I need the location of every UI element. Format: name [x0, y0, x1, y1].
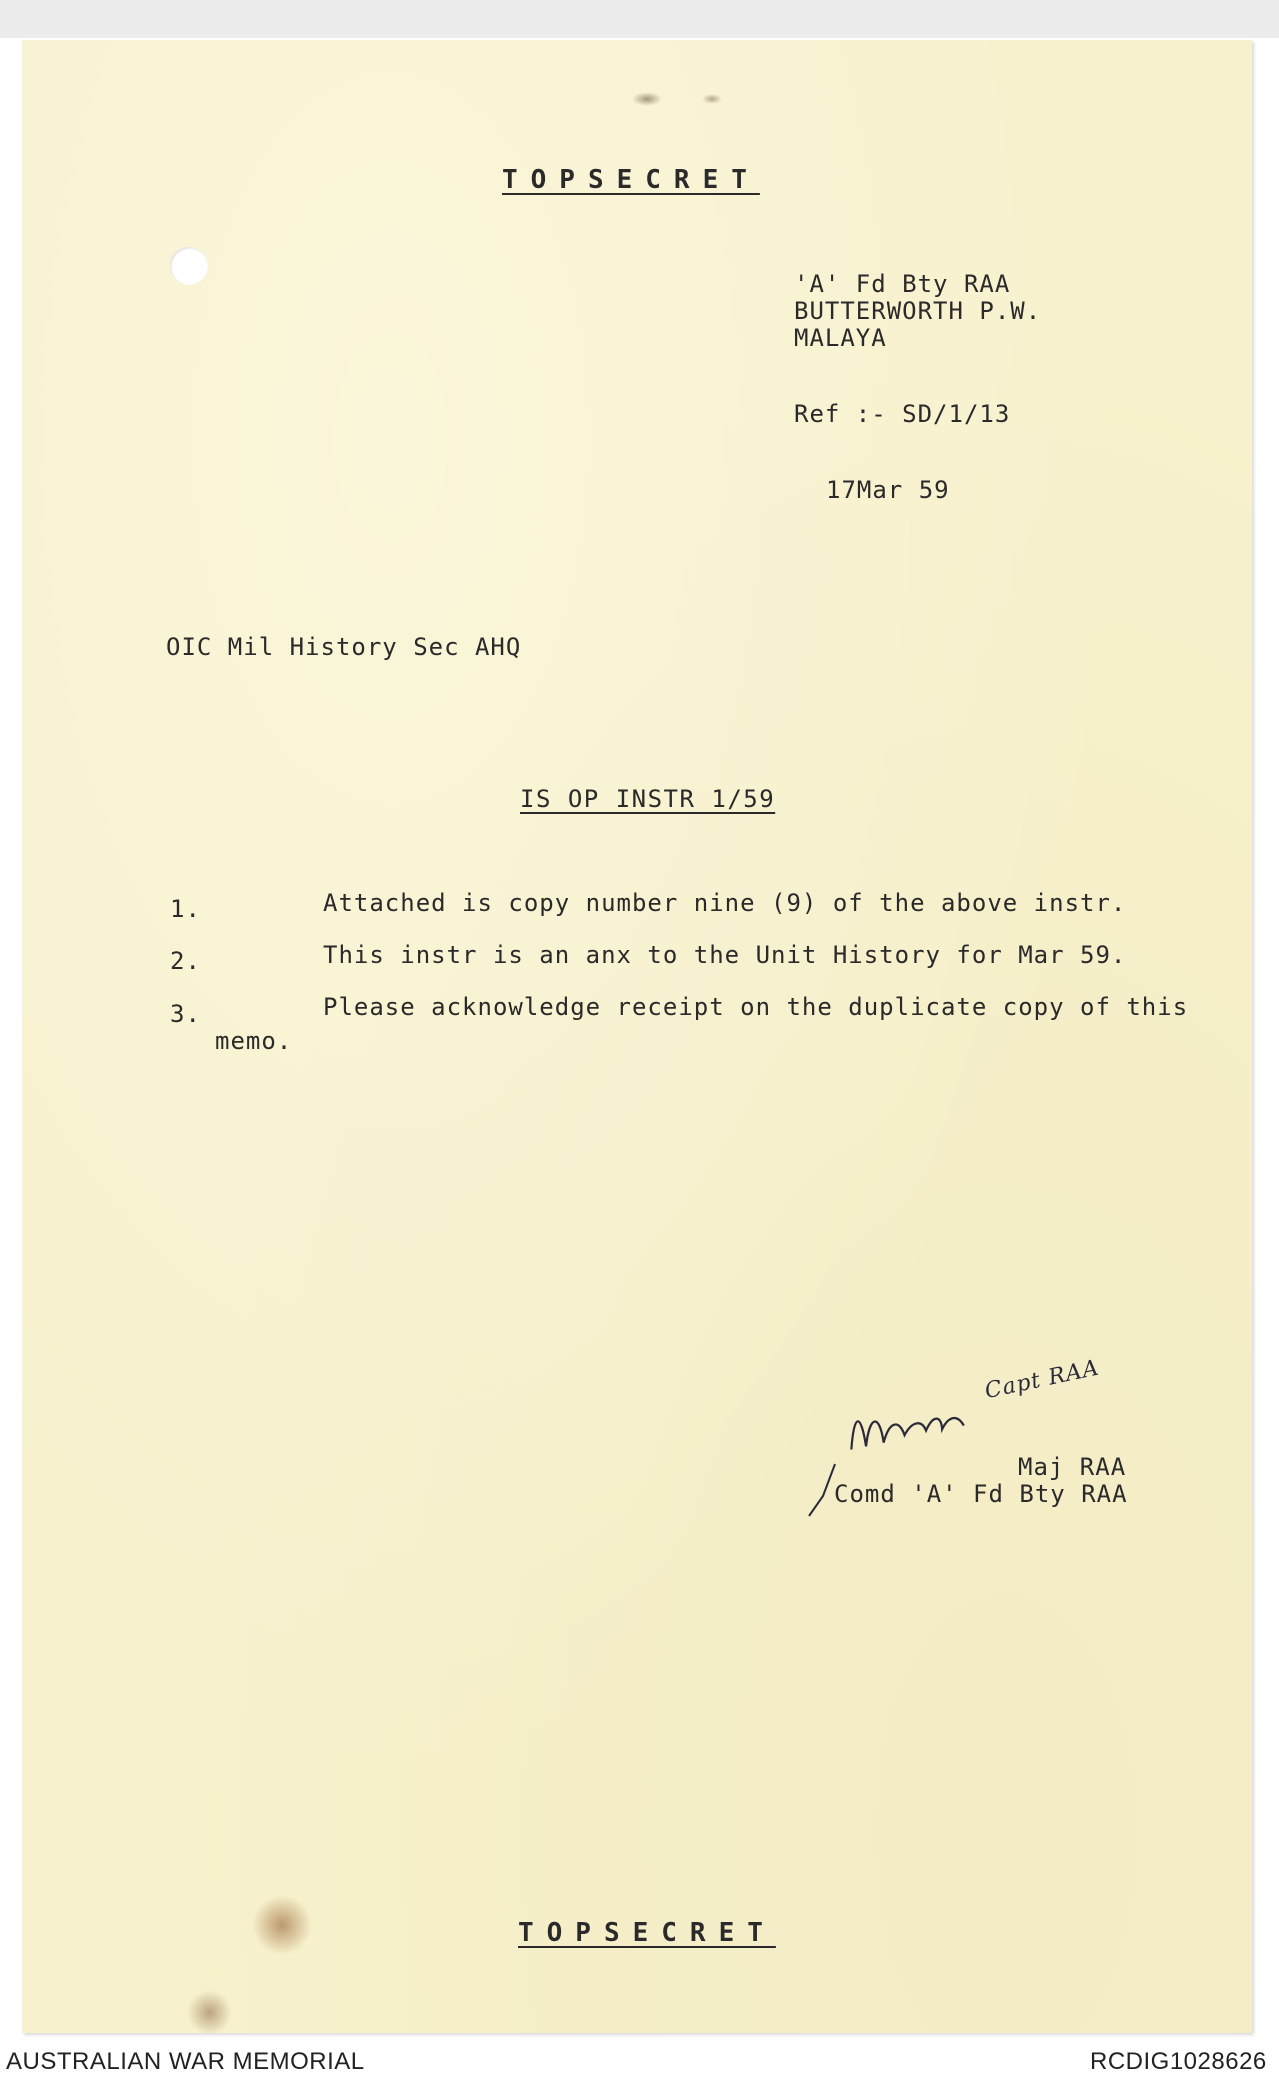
sender-line-1: 'A' Fd Bty RAA: [794, 270, 1011, 298]
subject-line: IS OP INSTR 1/59: [520, 785, 776, 813]
sender-line-2: BUTTERWORTH P.W.: [794, 297, 1042, 325]
paragraph-number: 3.: [170, 1000, 201, 1028]
rust-stain-small: [187, 1990, 232, 2035]
paragraph-continuation: memo.: [215, 1027, 293, 1055]
sender-line-3: MALAYA: [794, 324, 887, 352]
paragraph-number: 2.: [170, 947, 201, 975]
classification-footer: TOPSECRET: [518, 1918, 776, 1948]
signatory-rank: Maj RAA: [1018, 1453, 1127, 1481]
document-page: [22, 40, 1252, 2033]
archive-institution: AUSTRALIAN WAR MEMORIAL: [6, 2048, 365, 2075]
classification-header: TOPSECRET: [502, 165, 760, 195]
staple-mark-2: [702, 94, 722, 104]
paragraph-text: This instr is an anx to the Unit History for Mar 59.: [323, 941, 1127, 969]
signature-tick-mark-icon: [805, 1460, 845, 1520]
staple-mark: [632, 92, 662, 106]
rust-stain: [252, 1895, 312, 1955]
signature-annotation: Capt RAA: [982, 1355, 1102, 1405]
signatory-appointment: Comd 'A' Fd Bty RAA: [834, 1480, 1128, 1508]
date: 17Mar 59: [826, 476, 950, 504]
paragraph-number: 1.: [170, 895, 201, 923]
scan-top-margin: [0, 0, 1279, 38]
archive-item-id: RCDIG1028626: [1090, 2048, 1267, 2075]
reference: Ref :- SD/1/13: [794, 400, 1011, 428]
paragraph-text: Attached is copy number nine (9) of the above instr.: [323, 889, 1127, 917]
paragraph-text: Please acknowledge receipt on the duplicate copy of this: [323, 993, 1189, 1021]
addressee: OIC Mil History Sec AHQ: [166, 633, 522, 661]
punch-hole: [170, 247, 208, 285]
